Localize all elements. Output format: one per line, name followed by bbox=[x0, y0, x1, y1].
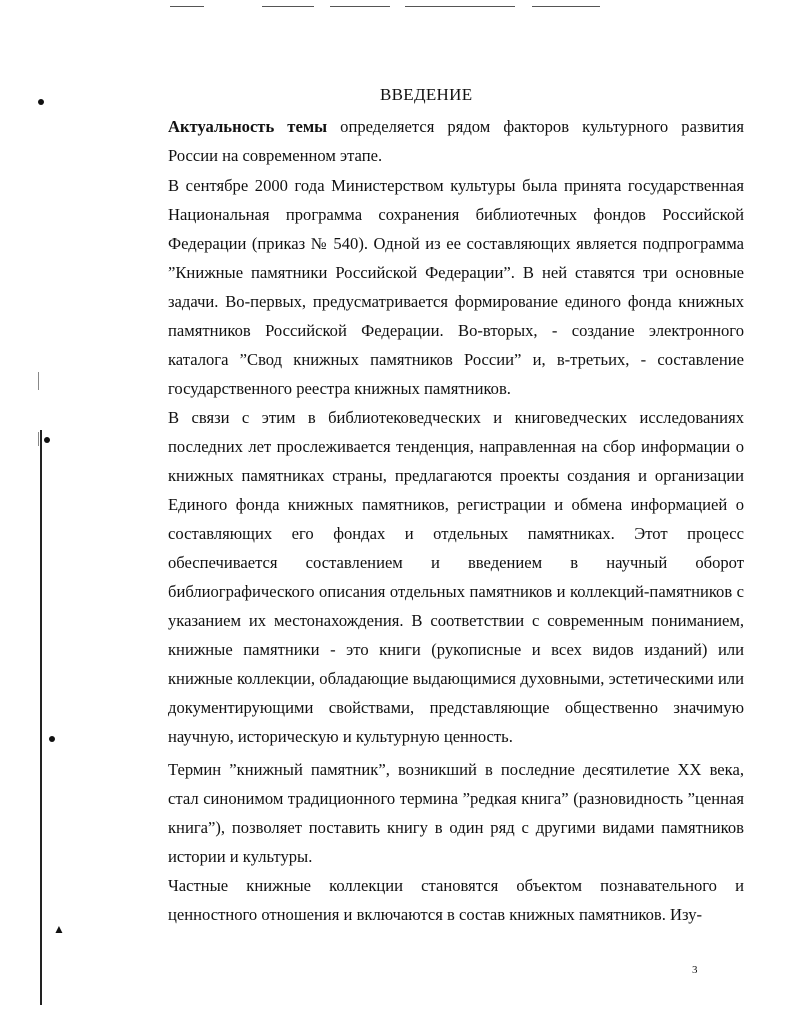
paragraph-intro bbox=[126, 112, 744, 170]
scan-artifact-line bbox=[532, 6, 600, 7]
margin-mark bbox=[38, 372, 39, 390]
scan-artifact-line bbox=[262, 6, 314, 7]
scan-artifact-line bbox=[405, 6, 515, 7]
intro-bold-term: Актуальность темы bbox=[168, 117, 328, 136]
paragraph: В связи с этим в библиотековедческих и книговедческих исследованиях последних лет прослеживается тенденция, направленная на сбор информации о книжных памятниках страны, предлагаются проекты создания и организации Единого фонда книжных памятников, регистрации и обмена информацией о составляющих его фондах и отдельных памятниках. Этот процесс обеспечивается составлением и введением в научный оборот библиографического описания отдельных памятников и коллекций-памятников с указанием их местонахождения. В соответствии с современным пониманием, книжные памятники - это книги (рукописные и всех видов изданий) или книжные коллекции, обладающие выдающимися духовными, эстетическими или документирующими свойствами, представляющие общественно значимую научную, историческую и культурную ценность. bbox=[168, 408, 744, 746]
paragraph: В сентябре 2000 года Министерством культуры была принята государственная Национальная программа сохранения библиотечных фондов Российской Федерации (приказ № 540). Одной из ее составляющих является подпрограмма ”Книжные памятники Российской Федерации”. В ней ставятся три основные задачи. Во-первых, предусматривается формирование единого фонда книжных памятников Российской Федерации. Во-вторых, - создание электронного каталога ”Свод книжных памятников России” и, в-третьих, - составление государственного реестра книжных памятников. bbox=[168, 176, 744, 398]
margin-mark bbox=[38, 432, 39, 446]
paragraph: Частные книжные коллекции становятся объектом познавательного и ценностного отношения и включаются в состав книжных памятников. Изу- bbox=[168, 876, 744, 924]
page-title: ВВЕДЕНИЕ bbox=[380, 85, 473, 104]
scan-artifact-line bbox=[330, 6, 390, 7]
scan-artifact-line bbox=[170, 6, 204, 7]
margin-bullet bbox=[44, 437, 50, 443]
page-number: 3 bbox=[692, 964, 698, 976]
margin-bullet bbox=[38, 99, 44, 105]
margin-bullet bbox=[49, 736, 55, 742]
margin-arrow-icon: ▲ bbox=[53, 922, 65, 936]
paragraph: Термин ”книжный памятник”, возникший в последние десятилетие XX века, стал синонимом традиционного термина ”редкая книга” (разновидность ”ценная книга”), позволяет поставить книгу в один ряд с другими видами памятников истории и культуры. bbox=[168, 760, 744, 866]
binding-edge-line bbox=[40, 430, 42, 1005]
intro-text: определяется рядом факторов культурного развития России на современном этапе. bbox=[168, 117, 745, 165]
